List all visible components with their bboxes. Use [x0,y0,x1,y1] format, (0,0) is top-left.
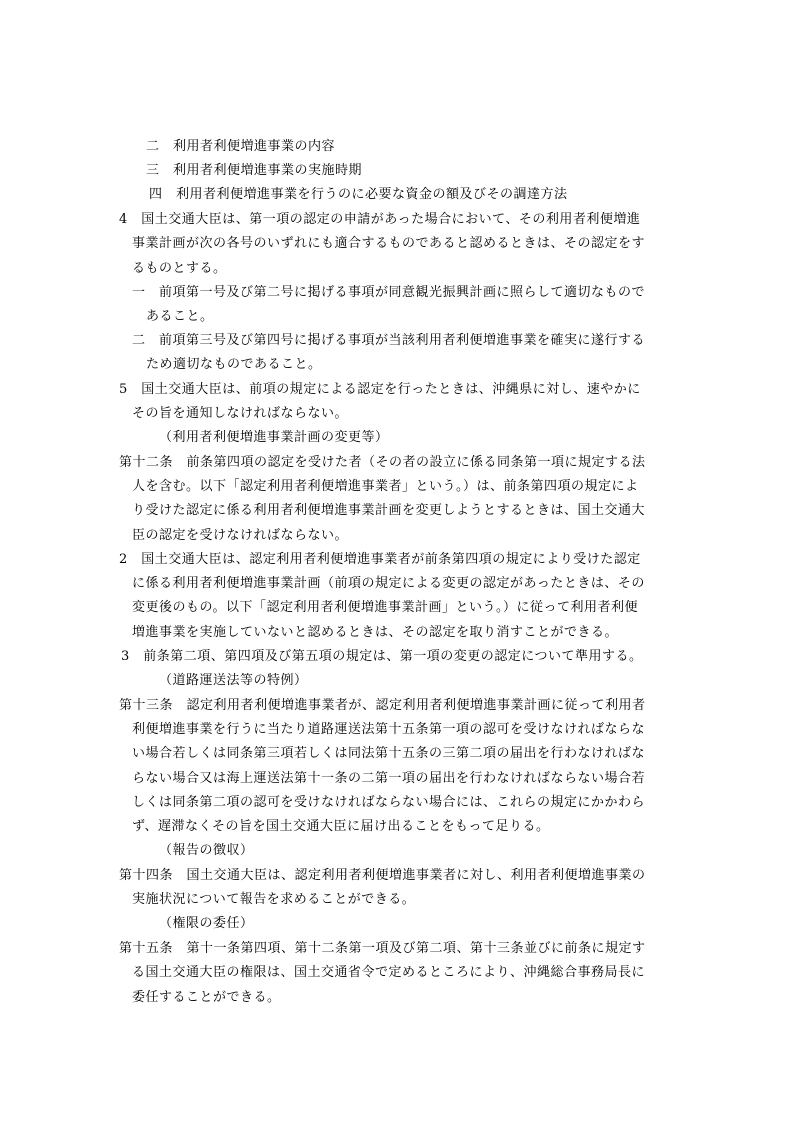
text-line: 臣の認定を受けなければならない。 [132,528,349,543]
text-line: 三 利用者利便増進事業の実施時期 [146,163,363,178]
text-line: らない場合又は海上運送法第十一条の二第一項の届出を行わなければならない場合若 [132,771,646,786]
text-line: 利便増進事業を行うに当たり道路運送法第十五条第一項の認可を受けなければならな [132,722,646,737]
text-line: 四 利用者利便増進事業を行うのに必要な資金の額及びその調達方法 [149,187,568,202]
section-caption: （道路運送法等の特例） [159,673,308,688]
text-line: 二 前項第三号及び第四号に掲げる事項が当該利用者利便増進事業を確実に遂行する [132,333,646,348]
text-line: 委任することができる。 [132,990,281,1005]
article-heading-line: 第十四条 国土交通大臣は、認定利用者利便増進事業者に対し、利用者利便増進事業の [119,868,646,883]
text-line: り受けた認定に係る利用者利便増進事業計画を変更しようとするときは、国土交通大 [132,503,646,518]
text-line: に係る利用者利便増進事業計画（前項の規定による変更の認定があったときは、その [132,576,645,591]
text-line: 変更後のもの。以下「認定利用者利便増進事業計画」という。）に従って利用者利便 [132,600,638,615]
text-line: る国土交通大臣の権限は、国土交通省令で定めるところにより、沖縄総合事務局長に [132,965,646,980]
text-line: 事業計画が次の各号のいずれにも適合するものであると認めるときは、その認定をす [132,236,646,251]
text-line: 増進事業を実施していないと認めるときは、その認定を取り消すことができる。 [132,625,619,640]
section-caption: （利用者利便増進事業計画の変更等） [159,430,389,445]
text-line: るものとする。 [132,261,227,276]
text-line: 3 前条第二項、第四項及び第五項の規定は、第一項の変更の認定について準用する。 [121,649,643,664]
text-line: あること。 [146,309,214,324]
section-caption: （報告の徴収） [159,843,254,858]
text-line: 2 国土交通大臣は、認定利用者利便増進事業者が前条第四項の規定により受けた認定 [119,552,641,567]
text-line: 5 国土交通大臣は、前項の規定による認定を行ったときは、沖縄県に対し、速やかに [119,382,641,397]
text-line: い場合若しくは同条第三項若しくは同法第十五条の三第二項の届出を行わなければな [132,746,646,761]
text-line: その旨を通知しなければならない。 [132,406,349,421]
section-caption: （権限の委任） [159,916,254,931]
text-line: ず、遅滞なくその旨を国土交通大臣に届け出ることをもって足りる。 [132,819,550,834]
text-line: 二 利用者利便増進事業の内容 [146,139,336,154]
text-line: 人を含む。以下「認定利用者利便増進事業者」という。）は、前条第四項の規定によ [132,479,639,494]
article-heading-line: 第十三条 認定利用者利便増進事業者が、認定利用者利便増進事業計画に従って利用者 [119,698,646,713]
text-line: 実施状況について報告を求めることができる。 [132,892,416,907]
article-heading-line: 第十二条 前条第四項の認定を受けた者（その者の設立に係る同条第一項に規定する法 [119,455,646,470]
text-line: ため適切なものであること。 [146,357,322,372]
article-heading-line: 第十五条 第十一条第四項、第十二条第一項及び第二項、第十三条並びに前条に規定す [119,941,646,956]
text-line: しくは同条第二項の認可を受けなければならない場合には、これらの規定にかかわら [132,795,646,810]
text-line: 一 前項第一号及び第二号に掲げる事項が同意観光振興計画に照らして適切なもので [132,285,646,300]
text-line: 4 国土交通大臣は、第一項の認定の申請があった場合において、その利用者利便増進 [119,212,641,227]
